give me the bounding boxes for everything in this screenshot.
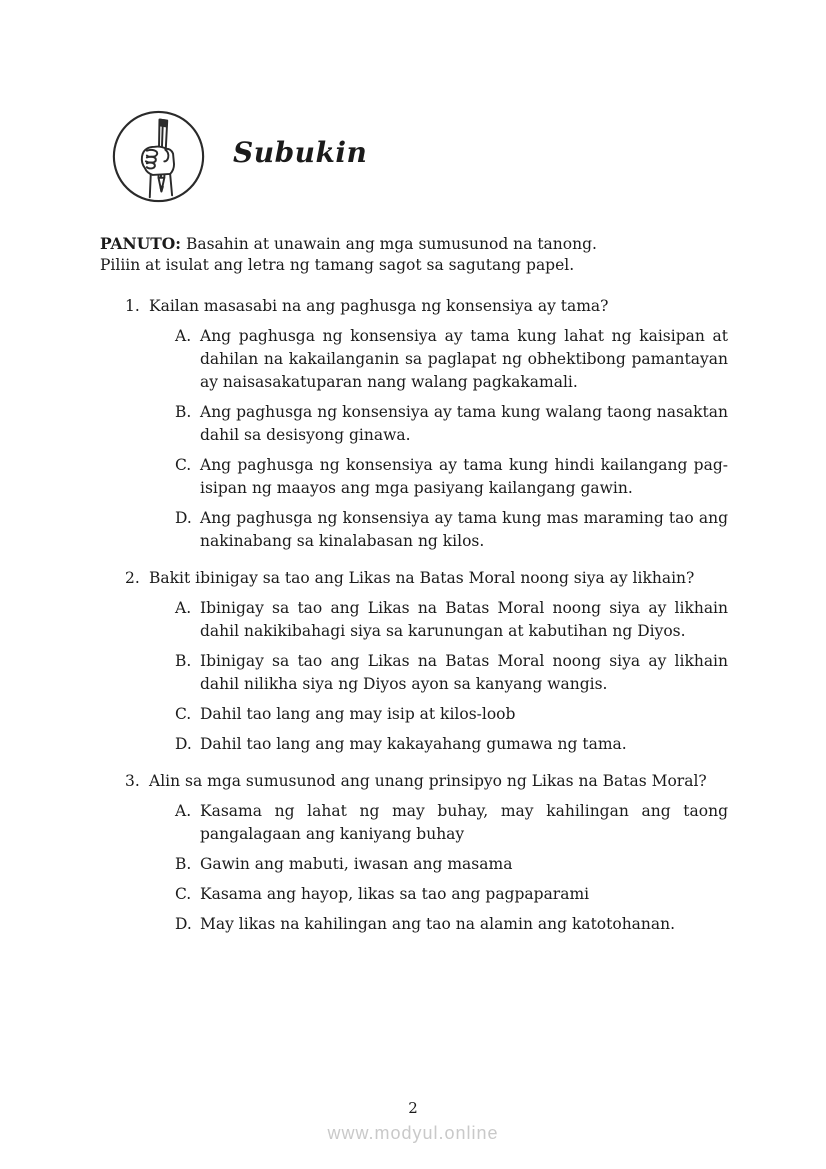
question-text: Alin sa mga sumusunod ang unang prinsipyo ng Likas na Batas Moral? <box>149 772 707 790</box>
hand-holding-pencil-icon <box>110 108 207 205</box>
option-item <box>175 853 728 876</box>
option-text: Kasama ang hayop, likas sa tao ang pagpaparami <box>200 885 590 903</box>
question-item <box>100 295 728 553</box>
question-head <box>125 567 728 590</box>
question-text: Bakit ibinigay sa tao ang Likas na Batas Moral noong siya ay likhain? <box>149 569 695 587</box>
option-letter: B. <box>175 855 192 873</box>
option-letter: C. <box>175 885 192 903</box>
page-footer <box>0 1089 826 1169</box>
option-text: Dahil tao lang ang may kakayahang gumawa ng tama. <box>200 735 627 753</box>
option-text: Kasama ng lahat ng may buhay, may kahilingan ang taong pangalagaan ang kaniyang buhay <box>200 802 728 843</box>
option-list <box>100 800 728 936</box>
option-item <box>175 454 728 500</box>
option-item <box>175 733 728 756</box>
option-text: Ang paghusga ng konsensiya ay tama kung walang taong nasaktan dahil sa desisyong ginawa. <box>200 403 728 444</box>
question-head <box>125 770 728 793</box>
option-letter: A. <box>175 327 192 345</box>
question-number: 3. <box>125 772 140 790</box>
option-list <box>100 597 728 756</box>
question-item <box>100 770 728 936</box>
option-text: May likas na kahilingan ang tao na alamin ang katotohanan. <box>200 915 676 933</box>
option-text: Ang paghusga ng konsensiya ay tama kung hindi kailangang pag-isipan ng maayos ang mga pasiyang kailangang gawin. <box>200 456 728 497</box>
option-text: Dahil tao lang ang may isip at kilos-loob <box>200 705 516 723</box>
page-number: 2 <box>408 1099 418 1117</box>
option-item <box>175 401 728 447</box>
option-item <box>175 883 728 906</box>
option-item <box>175 703 728 726</box>
option-text: Ang paghusga ng konsensiya ay tama kung lahat ng kaisipan at dahilan na kakailanganin sa paglapat ng obhektibong pamantayan ay naisasakatuparan nang walang pagkakamali. <box>200 327 728 391</box>
option-letter: D. <box>175 509 192 527</box>
option-letter: C. <box>175 705 192 723</box>
option-letter: A. <box>175 802 192 820</box>
option-text: Ibinigay sa tao ang Likas na Batas Moral noong siya ay likhain dahil nakikibahagi siya sa karunungan at kabutihan ng Diyos. <box>200 599 728 640</box>
page-title: Subukin <box>233 136 368 169</box>
option-item <box>175 597 728 643</box>
option-text: Gawin ang mabuti, iwasan ang masama <box>200 855 513 873</box>
option-letter: B. <box>175 403 192 421</box>
question-number: 1. <box>125 297 140 315</box>
question-text: Kailan masasabi na ang paghusga ng konsensiya ay tama? <box>149 297 609 315</box>
instructions-line2: Piliin at isulat ang letra ng tamang sagot sa sagutang papel. <box>100 256 575 274</box>
option-text: Ang paghusga ng konsensiya ay tama kung mas maraming tao ang nakinabang sa kinalabasan ng kilos. <box>200 509 728 550</box>
option-letter: D. <box>175 735 192 753</box>
question-head <box>125 295 728 318</box>
option-letter: C. <box>175 456 192 474</box>
option-item <box>175 325 728 394</box>
option-item <box>175 913 728 936</box>
instructions-text1: Basahin at unawain ang mga sumusunod na tanong. <box>185 235 597 253</box>
instructions-label: PANUTO: <box>100 234 181 253</box>
section-header <box>0 0 826 205</box>
option-item <box>175 650 728 696</box>
option-letter: B. <box>175 652 192 670</box>
question-item <box>100 567 728 756</box>
instructions <box>100 233 728 276</box>
watermark-text: www.modyul.online <box>327 1123 499 1143</box>
option-letter: A. <box>175 599 192 617</box>
instructions-line1 <box>100 233 728 255</box>
question-number: 2. <box>125 569 140 587</box>
question-list <box>100 295 728 936</box>
option-list <box>100 325 728 553</box>
option-item <box>175 507 728 553</box>
option-text: Ibinigay sa tao ang Likas na Batas Moral noong siya ay likhain dahil nilikha siya ng Diyos ayon sa kanyang wangis. <box>200 652 728 693</box>
option-letter: D. <box>175 915 192 933</box>
option-item <box>175 800 728 846</box>
